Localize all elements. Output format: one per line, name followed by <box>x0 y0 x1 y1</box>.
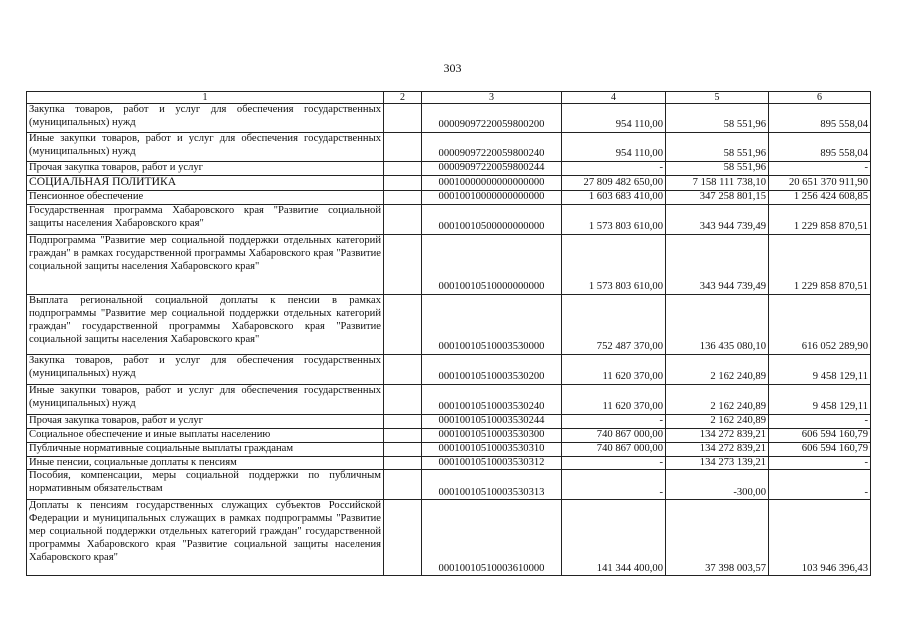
row-approved: 11 620 370,00 <box>562 354 666 384</box>
row-name: Публичные нормативные социальные выплаты гражданам <box>27 442 384 456</box>
row-name: Государственная программа Хабаровского края "Развитие социальной защиты населения Хабаровского края" <box>27 204 384 234</box>
table-row <box>27 442 871 456</box>
table-row <box>27 204 871 234</box>
table-header-row <box>27 92 871 104</box>
row-code: 00010000000000000000 <box>422 175 562 190</box>
row-code: 00009097220059800244 <box>422 162 562 176</box>
table-row <box>27 104 871 133</box>
column-header: 5 <box>666 92 769 104</box>
row-executed: 2 162 240,89 <box>666 384 769 414</box>
row-code: 00009097220059800240 <box>422 133 562 162</box>
table-row <box>27 470 871 500</box>
column-header: 4 <box>562 92 666 104</box>
row-code: 00010010510003530244 <box>422 414 562 428</box>
row-col2 <box>384 470 422 500</box>
table-row <box>27 354 871 384</box>
row-col2 <box>384 204 422 234</box>
row-remaining: 895 558,04 <box>769 104 871 133</box>
row-name: Доплаты к пенсиям государственных служащих субъектов Российской Федерации и муниципальных служащих в рамках подпрограммы "Развитие мер социальной поддержки отдельных категорий граждан" государственной программы Хабаровского края "Развитие социальной защиты населения Хабаровского края" <box>27 500 384 576</box>
row-executed: 343 944 739,49 <box>666 204 769 234</box>
row-executed: 343 944 739,49 <box>666 234 769 294</box>
row-executed: 7 158 111 738,10 <box>666 175 769 190</box>
row-remaining: - <box>769 470 871 500</box>
row-executed: -300,00 <box>666 470 769 500</box>
row-approved: 740 867 000,00 <box>562 428 666 442</box>
row-approved: 11 620 370,00 <box>562 384 666 414</box>
row-code: 00010010510003530313 <box>422 470 562 500</box>
row-col2 <box>384 162 422 176</box>
row-remaining: 616 052 289,90 <box>769 294 871 354</box>
row-code: 00010010510003530300 <box>422 428 562 442</box>
table-row <box>27 414 871 428</box>
row-approved: 27 809 482 650,00 <box>562 175 666 190</box>
table-row <box>27 190 871 204</box>
row-remaining: - <box>769 456 871 470</box>
row-name: Пособия, компенсации, меры социальной поддержки по публичным нормативным обязательствам <box>27 470 384 500</box>
table-row <box>27 500 871 576</box>
table-row <box>27 428 871 442</box>
row-col2 <box>384 133 422 162</box>
row-executed: 2 162 240,89 <box>666 354 769 384</box>
column-header: 6 <box>769 92 871 104</box>
column-header: 1 <box>27 92 384 104</box>
row-remaining: 20 651 370 911,90 <box>769 175 871 190</box>
row-remaining: 895 558,04 <box>769 133 871 162</box>
row-col2 <box>384 354 422 384</box>
page-number: 303 <box>443 61 462 75</box>
row-code: 00010010510003530000 <box>422 294 562 354</box>
row-name: Пенсионное обеспечение <box>27 190 384 204</box>
row-executed: 37 398 003,57 <box>666 500 769 576</box>
table-row <box>27 456 871 470</box>
row-executed: 2 162 240,89 <box>666 414 769 428</box>
row-code: 00009097220059800200 <box>422 104 562 133</box>
row-remaining: 103 946 396,43 <box>769 500 871 576</box>
row-name: Выплата региональной социальной доплаты к пенсии в рамках подпрограммы "Развитие мер социальной поддержки отдельных категорий граждан" государственной программы Хабаровского края "Развитие социальной защиты населения Хабаровского края" <box>27 294 384 354</box>
row-approved: - <box>562 414 666 428</box>
row-executed: 134 272 839,21 <box>666 428 769 442</box>
row-executed: 134 273 139,21 <box>666 456 769 470</box>
table-row <box>27 162 871 176</box>
row-code: 00010010510003530312 <box>422 456 562 470</box>
column-header: 3 <box>422 92 562 104</box>
row-col2 <box>384 428 422 442</box>
row-approved: 954 110,00 <box>562 133 666 162</box>
budget-table <box>26 91 871 576</box>
row-code: 00010010510000000000 <box>422 234 562 294</box>
table-row <box>27 175 871 190</box>
row-remaining: - <box>769 414 871 428</box>
row-code: 00010010000000000000 <box>422 190 562 204</box>
row-remaining: 1 229 858 870,51 <box>769 234 871 294</box>
row-col2 <box>384 104 422 133</box>
row-remaining: 606 594 160,79 <box>769 442 871 456</box>
table-row <box>27 133 871 162</box>
row-remaining: 606 594 160,79 <box>769 428 871 442</box>
row-code: 00010010500000000000 <box>422 204 562 234</box>
row-name: Закупка товаров, работ и услуг для обеспечения государственных (муниципальных) нужд <box>27 354 384 384</box>
table-row <box>27 384 871 414</box>
row-approved: 1 573 803 610,00 <box>562 204 666 234</box>
row-name: Прочая закупка товаров, работ и услуг <box>27 162 384 176</box>
row-col2 <box>384 500 422 576</box>
row-col2 <box>384 414 422 428</box>
row-executed: 58 551,96 <box>666 133 769 162</box>
row-executed: 347 258 801,15 <box>666 190 769 204</box>
row-approved: 1 603 683 410,00 <box>562 190 666 204</box>
row-approved: 740 867 000,00 <box>562 442 666 456</box>
row-code: 00010010510003610000 <box>422 500 562 576</box>
row-approved: 954 110,00 <box>562 104 666 133</box>
row-executed: 58 551,96 <box>666 104 769 133</box>
row-approved: - <box>562 470 666 500</box>
column-header: 2 <box>384 92 422 104</box>
row-approved: 752 487 370,00 <box>562 294 666 354</box>
row-name: Иные пенсии, социальные доплаты к пенсиям <box>27 456 384 470</box>
row-remaining: 9 458 129,11 <box>769 354 871 384</box>
row-name: СОЦИАЛЬНАЯ ПОЛИТИКА <box>27 175 384 190</box>
row-col2 <box>384 384 422 414</box>
row-col2 <box>384 456 422 470</box>
row-approved: - <box>562 456 666 470</box>
row-name: Закупка товаров, работ и услуг для обеспечения государственных (муниципальных) нужд <box>27 104 384 133</box>
row-remaining: 1 256 424 608,85 <box>769 190 871 204</box>
row-col2 <box>384 442 422 456</box>
row-remaining: 1 229 858 870,51 <box>769 204 871 234</box>
row-name: Иные закупки товаров, работ и услуг для обеспечения государственных (муниципальных) нужд <box>27 384 384 414</box>
row-name: Подпрограмма "Развитие мер социальной поддержки отдельных категорий граждан" в рамках государственной программы Хабаровского края "Развитие социальной защиты населения Хабаровского края" <box>27 234 384 294</box>
row-code: 00010010510003530200 <box>422 354 562 384</box>
row-remaining: - <box>769 162 871 176</box>
row-col2 <box>384 294 422 354</box>
row-col2 <box>384 190 422 204</box>
row-code: 00010010510003530240 <box>422 384 562 414</box>
row-col2 <box>384 234 422 294</box>
table-row <box>27 294 871 354</box>
row-col2 <box>384 175 422 190</box>
row-remaining: 9 458 129,11 <box>769 384 871 414</box>
row-approved: - <box>562 162 666 176</box>
row-code: 00010010510003530310 <box>422 442 562 456</box>
table-row <box>27 234 871 294</box>
row-name: Прочая закупка товаров, работ и услуг <box>27 414 384 428</box>
row-approved: 1 573 803 610,00 <box>562 234 666 294</box>
row-executed: 58 551,96 <box>666 162 769 176</box>
row-executed: 134 272 839,21 <box>666 442 769 456</box>
row-name: Социальное обеспечение и иные выплаты населению <box>27 428 384 442</box>
row-approved: 141 344 400,00 <box>562 500 666 576</box>
row-name: Иные закупки товаров, работ и услуг для обеспечения государственных (муниципальных) нужд <box>27 133 384 162</box>
row-executed: 136 435 080,10 <box>666 294 769 354</box>
